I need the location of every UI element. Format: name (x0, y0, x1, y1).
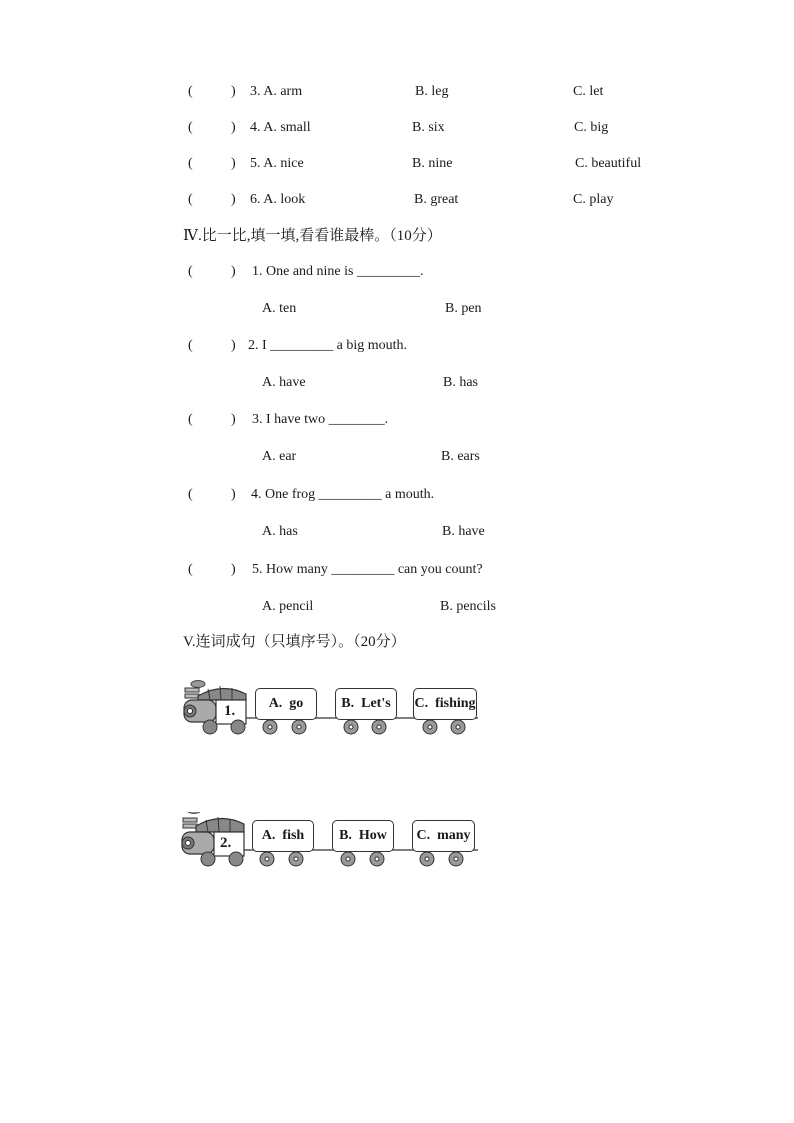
answer-paren-close: ) (231, 412, 236, 427)
option-b: B. has (443, 375, 478, 390)
option-a: A. ear (262, 449, 297, 464)
word-car-c: C. many (412, 820, 475, 852)
option-a: 3. A. arm (250, 84, 303, 99)
options-row (0, 298, 794, 320)
option-b: B. pen (445, 301, 482, 316)
option-a: 4. A. small (250, 120, 311, 135)
options-row (0, 372, 794, 394)
option-b: B. ears (441, 449, 480, 464)
choice-row (0, 153, 794, 175)
option-a: 6. A. look (250, 192, 306, 207)
answer-paren-open[interactable]: ( (188, 562, 193, 577)
section-4-heading: Ⅳ.比一比,填一填,看看谁最棒。（10分） (183, 228, 442, 244)
question-row (0, 261, 794, 283)
answer-paren-close: ) (231, 487, 236, 502)
option-a: A. have (262, 375, 306, 390)
option-c: C. beautiful (575, 156, 642, 171)
question-row (0, 335, 794, 357)
question-row (0, 484, 794, 506)
answer-paren-open[interactable]: ( (188, 84, 193, 99)
word-train-2 (180, 812, 480, 872)
option-b: B. great (414, 192, 459, 207)
answer-paren-open[interactable]: ( (188, 156, 193, 171)
question-text: 2. I _________ a big mouth. (248, 338, 408, 353)
question-text: 4. One frog _________ a mouth. (251, 487, 435, 502)
options-row (0, 521, 794, 543)
choice-row (0, 81, 794, 103)
choice-row (0, 189, 794, 211)
question-text: 5. How many _________ can you count? (252, 562, 483, 577)
answer-paren-close: ) (231, 156, 236, 171)
question-row (0, 409, 794, 431)
option-b: B. pencils (440, 599, 496, 614)
options-row (0, 596, 794, 618)
answer-paren-close: ) (231, 264, 236, 279)
section-5-heading: V.连词成句（只填序号）。（20分） (183, 634, 406, 650)
answer-paren-open[interactable]: ( (188, 192, 193, 207)
answer-paren-open[interactable]: ( (188, 120, 193, 135)
question-text: 1. One and nine is _________. (252, 264, 424, 279)
choice-row (0, 117, 794, 139)
answer-paren-close: ) (231, 562, 236, 577)
answer-paren-open[interactable]: ( (188, 412, 193, 427)
word-car-b: B. How (332, 820, 394, 852)
option-b: B. leg (415, 84, 449, 99)
question-row (0, 559, 794, 581)
option-c: C. let (573, 84, 604, 99)
train-number: 1. (224, 703, 236, 719)
word-car-a: A. go (255, 688, 317, 720)
question-text: 3. I have two ________. (252, 412, 389, 427)
word-car-a: A. fish (252, 820, 314, 852)
option-b: B. six (412, 120, 445, 135)
answer-paren-close: ) (231, 120, 236, 135)
option-c: C. big (574, 120, 609, 135)
answer-paren-open[interactable]: ( (188, 487, 193, 502)
option-b: B. nine (412, 156, 453, 171)
word-car-b: B. Let's (335, 688, 397, 720)
word-car-c: C. fishing (413, 688, 477, 720)
option-a: A. has (262, 524, 298, 539)
answer-paren-close: ) (231, 192, 236, 207)
word-train-1 (180, 680, 480, 740)
option-a: 5. A. nice (250, 156, 304, 171)
option-a: A. pencil (262, 599, 314, 614)
option-b: B. have (442, 524, 485, 539)
option-c: C. play (573, 192, 614, 207)
answer-paren-open[interactable]: ( (188, 338, 193, 353)
answer-paren-open[interactable]: ( (188, 264, 193, 279)
answer-paren-close: ) (231, 338, 236, 353)
options-row (0, 446, 794, 468)
option-a: A. ten (262, 301, 297, 316)
train-number: 2. (220, 835, 232, 851)
answer-paren-close: ) (231, 84, 236, 99)
